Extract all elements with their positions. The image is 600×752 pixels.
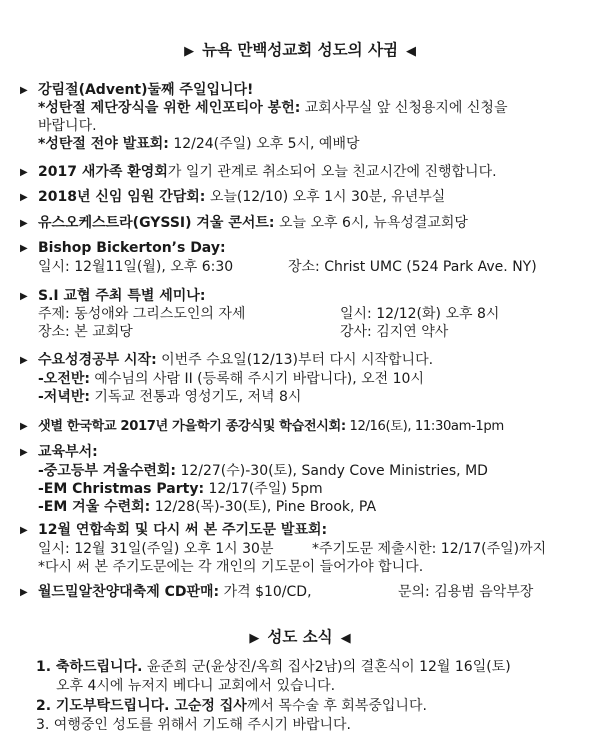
triangle-right-icon: ▶ <box>249 631 260 646</box>
education-line-3: -EM 겨울 수련회: 12/28(목)-30(토), Pine Brook, PA <box>38 499 377 515</box>
seminar-place: 장소: 본 교회당 <box>38 324 133 340</box>
cd-sale-contact: 문의: 김용범 음악부장 <box>398 584 534 600</box>
news-item-3: 3. 여행중인 성도를 위해서 기도해 주시기 바랍니다. <box>36 717 351 733</box>
bible-study-morning: -오전반: 예수님의 사람 II (등록해 주시기 바랍니다), 오전 10시 <box>38 371 424 387</box>
korean-school-item: 샛별 한국학교 2017년 가을학기 종강식및 학습전시회: 12/16(토), 11:30am-1pm <box>38 419 504 434</box>
bullet-icon: ▶ <box>20 447 28 458</box>
bishop-date: 일시: 12월11일(월), 오후 6:30 <box>38 259 234 275</box>
prayer-event-date: 일시: 12월 31일(주일) 오후 1시 30분 <box>38 541 274 557</box>
triangle-left-icon: ◀ <box>405 44 416 59</box>
advent-line-2: *성탄절 제단장식을 위한 세인포티아 봉헌: 교회사무실 앞 신청용지에 신청을 <box>38 100 508 116</box>
news-header <box>0 625 600 647</box>
news-item-2: 2. 기도부탁드립니다. 고순정 집사께서 목수술 후 회복중입니다. <box>36 698 427 714</box>
news-title: 성도 소식 <box>267 628 333 646</box>
bullet-icon: ▶ <box>20 587 28 598</box>
bullet-icon: ▶ <box>20 421 28 432</box>
bullet-icon: ▶ <box>20 355 28 366</box>
education-line-1: -중고등부 겨울수련회: 12/27(수)-30(토), Sandy Cove Ministries, MD <box>38 463 488 479</box>
advent-title: 강림절(Advent)둘째 주일입니다! <box>38 82 254 98</box>
seminar-topic: 주제: 동성애와 그리스도인의 자세 <box>38 306 246 322</box>
bulletin-header <box>0 38 600 60</box>
bullet-icon: ▶ <box>20 167 28 178</box>
news-item-1: 1. 축하드립니다. 윤준희 군(윤상진/옥희 집사2남)의 결혼식이 12월 16일(토) <box>36 659 511 675</box>
prayer-event-title: 12월 연합속회 및 다시 써 본 주기도문 발표회: <box>38 522 328 538</box>
advent-line-4: *성탄절 전야 발표회: 12/24(주일) 오후 5시, 예배당 <box>38 136 360 152</box>
officer-meeting-item: 2018년 신임 임원 간담회: 오늘(12/10) 오후 1시 30분, 유년부실 <box>38 189 446 205</box>
bishop-day-title: Bishop Bickerton’s Day: <box>38 240 226 256</box>
bullet-icon: ▶ <box>20 291 28 302</box>
gyssi-concert-item: 유스오케스트라(GYSSI) 겨울 콘서트: 오늘 오후 6시, 뉴욕성결교회당 <box>38 215 468 231</box>
prayer-event-note: *다시 써 본 주기도문에는 각 개인의 기도문이 들어가야 합니다. <box>38 559 424 575</box>
bible-study-title: 수요성경공부 시작: 이번주 수요일(12/13)부터 다시 시작합니다. <box>38 352 434 368</box>
seminar-date: 일시: 12/12(화) 오후 8시 <box>340 306 500 322</box>
cd-sale-item: 월드밀알찬양대축제 CD판매: 가격 $10/CD, <box>38 584 312 600</box>
prayer-event-due: *주기도문 제출시한: 12/17(주일)까지 <box>312 541 547 557</box>
triangle-right-icon: ▶ <box>184 44 195 59</box>
new-family-item: 2017 새가족 환영회가 일기 관계로 취소되어 오늘 친교시간에 진행합니다. <box>38 164 497 180</box>
bullet-icon: ▶ <box>20 218 28 229</box>
education-line-2: -EM Christmas Party: 12/17(주일) 5pm <box>38 481 323 497</box>
triangle-left-icon: ◀ <box>340 631 351 646</box>
bishop-place: 장소: Christ UMC (524 Park Ave. NY) <box>288 259 537 275</box>
bullet-icon: ▶ <box>20 192 28 203</box>
education-title: 교육부서: <box>38 444 98 460</box>
header-title: 뉴욕 만백성교회 성도의 사귐 <box>202 41 398 59</box>
bullet-icon: ▶ <box>20 85 28 96</box>
bullet-icon: ▶ <box>20 243 28 254</box>
news-item-1-line-2: 오후 4시에 뉴저지 베다니 교회에서 있습니다. <box>56 678 336 694</box>
advent-line-3: 바랍니다. <box>38 118 97 134</box>
seminar-speaker: 강사: 김지연 약사 <box>340 324 449 340</box>
bullet-icon: ▶ <box>20 525 28 536</box>
seminar-title: S.I 교협 주최 특별 세미나: <box>38 288 206 304</box>
bible-study-evening: -저녁반: 기독교 전통과 영성기도, 저녁 8시 <box>38 389 302 405</box>
